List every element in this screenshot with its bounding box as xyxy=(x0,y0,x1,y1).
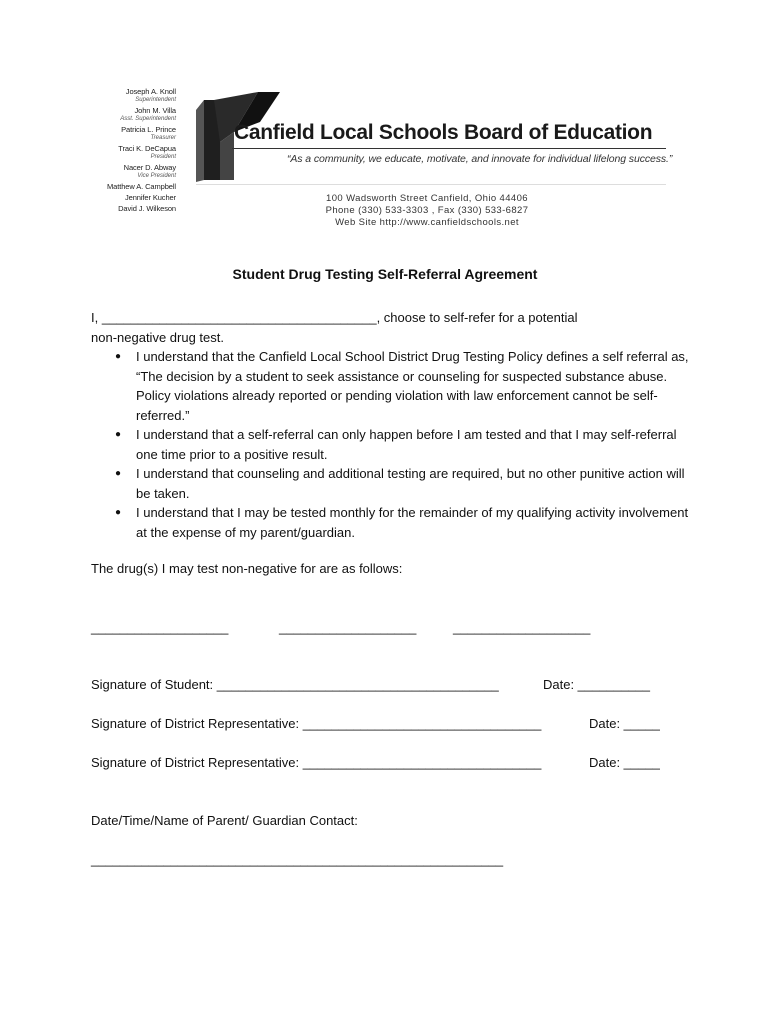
district-rep-signature-row xyxy=(91,755,541,770)
official-entry xyxy=(100,183,176,191)
list-item-text: I understand that counseling and additional testing are required, but no other punitive action will be taken. xyxy=(136,466,685,501)
district-rep-date-field[interactable]: Date: _____ xyxy=(589,716,660,731)
official-entry xyxy=(100,205,176,213)
list-item xyxy=(91,425,691,464)
official-entry xyxy=(100,88,176,104)
contact-address-block xyxy=(296,193,558,229)
drug-blank-2[interactable]: ___________________ xyxy=(279,620,417,635)
bullet-icon: ● xyxy=(115,429,122,440)
drugs-prompt: The drug(s) I may test non-negative for are as follows: xyxy=(91,561,403,576)
official-name: David J. Wilkeson xyxy=(118,204,176,213)
official-title: President xyxy=(150,154,176,160)
official-name: Jennifer Kucher xyxy=(124,193,176,202)
student-signature-field[interactable]: Signature of Student: _______________________________________ xyxy=(91,677,499,692)
officials-list xyxy=(100,88,176,216)
official-entry xyxy=(100,194,176,202)
motto: “As a community, we educate, motivate, and innovate for individual lifelong success.” xyxy=(287,153,673,165)
statement-continuation: non-negative drug test. xyxy=(91,329,224,345)
list-item xyxy=(91,464,691,503)
list-item xyxy=(91,347,691,425)
drug-blank-3[interactable]: ___________________ xyxy=(453,620,591,635)
district-rep-signature-field[interactable]: Signature of District Representative: _________________________________ xyxy=(91,755,542,770)
district-rep-date-field[interactable]: Date: _____ xyxy=(589,755,660,770)
street-address: 100 Wadsworth Street Canfield, Ohio 44406 xyxy=(326,193,528,204)
official-entry xyxy=(100,126,176,142)
official-title: Vice President xyxy=(137,173,176,179)
motto-divider xyxy=(196,184,666,185)
student-date-field[interactable]: Date: __________ xyxy=(543,677,650,692)
student-name-line[interactable]: I, ______________________________________, choose to self-refer for a potential xyxy=(91,310,578,325)
official-name: Patricia L. Prince xyxy=(121,125,176,134)
list-item xyxy=(91,503,691,542)
self-referral-statement xyxy=(91,308,691,347)
drug-blank-1[interactable]: ___________________ xyxy=(91,620,229,635)
official-title: Asst. Superintendent xyxy=(120,116,176,122)
list-item-text: I understand that the Canfield Local School District Drug Testing Policy defines a self referral as, “The decision by a student to seek assistance or counseling for suspected substance abuse. Policy violations already reported or pending violation with law enforcement cannot be self-referred.” xyxy=(136,349,689,423)
list-item-text: I understand that I may be tested monthly for the remainder of my qualifying activity involvement at the expense of my parent/guardian. xyxy=(136,505,689,540)
official-title: Superintendent xyxy=(135,97,176,103)
official-entry xyxy=(100,145,176,161)
bullet-icon: ● xyxy=(115,507,122,518)
document-title: Student Drug Testing Self-Referral Agreement xyxy=(232,266,538,282)
acknowledgement-list xyxy=(91,347,691,542)
phone-fax: Phone (330) 533-3303 , Fax (330) 533-6827 xyxy=(325,205,529,216)
district-rep-signature-row xyxy=(91,716,541,731)
bullet-icon: ● xyxy=(115,468,122,479)
official-entry xyxy=(100,164,176,180)
official-name: Nacer D. Abway xyxy=(123,163,176,172)
official-name: Matthew A. Campbell xyxy=(107,182,176,191)
website: Web Site http://www.canfieldschools.net xyxy=(335,217,519,228)
parent-contact-label: Date/Time/Name of Parent/ Guardian Contact: xyxy=(91,813,358,828)
bullet-icon: ● xyxy=(115,351,122,362)
official-name: Joseph A. Knoll xyxy=(125,87,176,96)
official-name: Traci K. DeCapua xyxy=(118,144,176,153)
official-title: Treasurer xyxy=(150,135,176,141)
header-divider xyxy=(232,148,666,149)
parent-contact-field[interactable]: _________________________________________________________ xyxy=(91,852,504,867)
organization-name: Canfield Local Schools Board of Education xyxy=(234,121,653,144)
list-item-text: I understand that a self-referral can only happen before I am tested and that I may self-referral one time prior to a positive result. xyxy=(136,427,677,462)
official-entry xyxy=(100,107,176,123)
district-rep-signature-field[interactable]: Signature of District Representative: _________________________________ xyxy=(91,716,542,731)
student-signature-row xyxy=(91,677,499,692)
official-name: John M. Villa xyxy=(134,106,176,115)
